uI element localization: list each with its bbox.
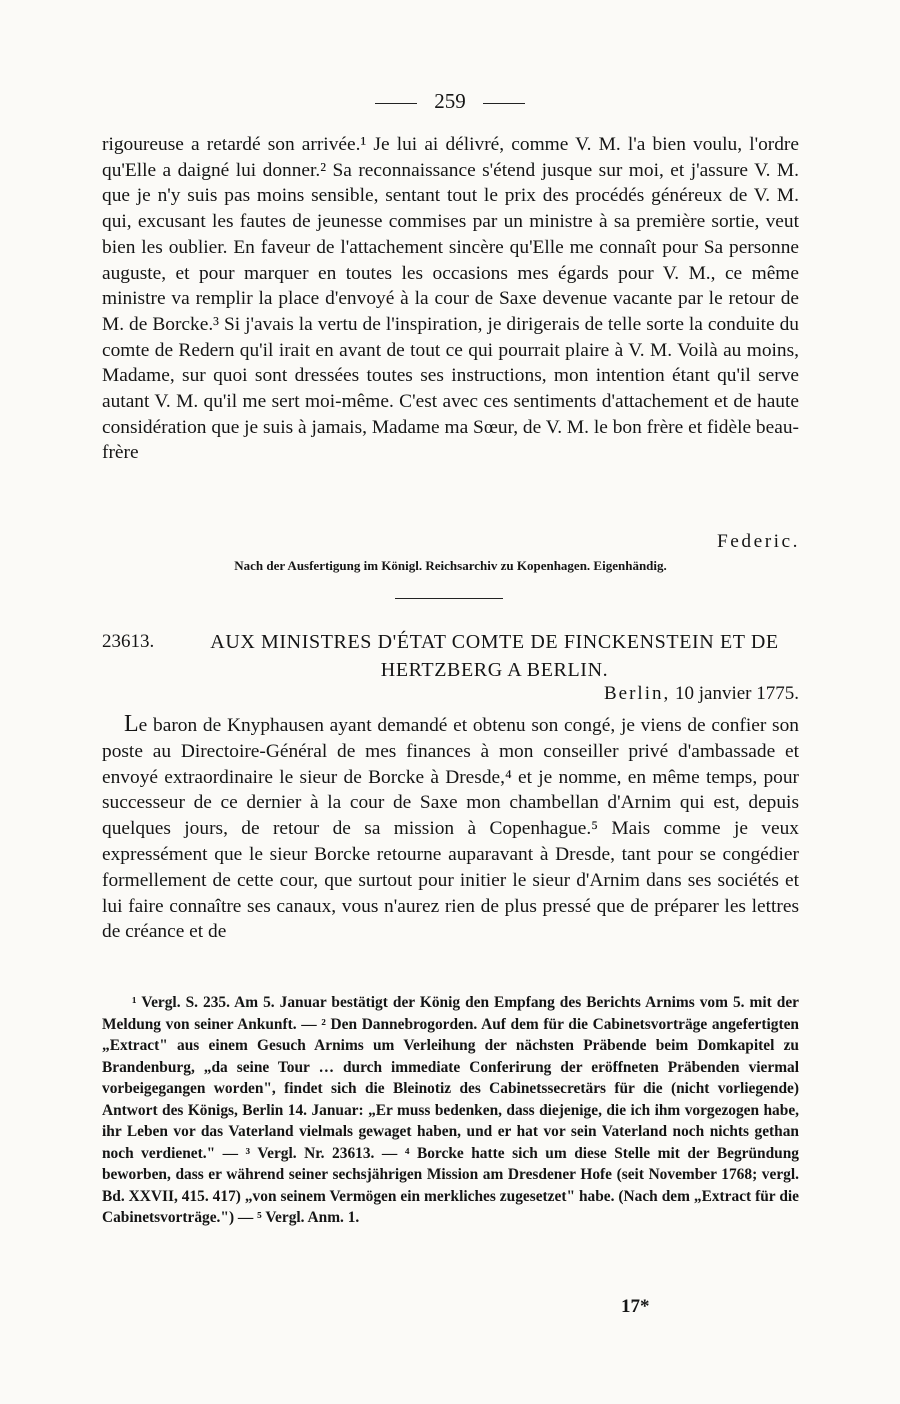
page-number: 259 [434, 89, 466, 113]
document-title: AUX MINISTRES D'ÉTAT COMTE DE FINCKENSTEIN ET DE HERTZBERG A BERLIN. [210, 631, 779, 681]
document-text: e baron de Knyphausen ayant demandé et obtenu son congé, je viens de confier son poste au Directoire-Général de mes finances à mon conseiller privé d'ambassade et envoyé extraordinaire le sieur de Borcke à Dresde,⁴ et je nomme, en même temps, pour successeur de ce dernier à la cour de Saxe mon chambellan d'Arnim qui est, depuis quelques jours, de retour de sa mission à Copenhague.⁵ Mais comme je veux expressément que le sieur Borcke retourne auparavant à Dresde, tant pour se congédier formellement de cette cour, que surtout pour initier le sieur d'Arnim dans ses sociétés et lui faire connaître ses canaux, vous n'aurez rien de plus pressé que de préparer les lettres de créance et de [102, 715, 799, 943]
printer-signature-mark: 17* [621, 1296, 650, 1317]
document-heading [102, 628, 799, 684]
letter-continuation [102, 132, 799, 466]
section-divider [395, 598, 503, 599]
footnotes [102, 992, 799, 1229]
document-place-date [604, 683, 799, 705]
running-header [0, 86, 900, 116]
document-body [102, 712, 799, 945]
letter-text: rigoureuse a retardé son arrivée.¹ Je lui ai délivré, comme V. M. l'a bien voulu, l'ordre qu'Elle a daigné lui donner.² Sa reconnaissance s'étend jusque sur moi, et j'assure V. M. que je n'y suis pas moins sensible, sentant tout le prix des procédés généreux de V. M. qui, excusant les fautes de jeunesse commises par un ministre à sa première sortie, veut bien les oublier. En faveur de l'attachement sincère qu'Elle me connaît pour Sa personne auguste, et pour marquer en toutes les occasions mes égards pour V. M., ce même ministre va remplir la place d'envoyé à la cour de Saxe devenue vacante par le retour de M. de Borcke.³ Si j'avais la vertu de l'inspiration, je dirigerais de telle sorte la conduite du comte de Redern qu'il irait en avant de tout ce qui pourrait plaire à V. M. Voilà au moins, Madame, sur quoi sont dressées toutes ses instructions, mon intention étant qu'il serve autant V. M. qu'il me sert moi-même. C'est avec ces sentiments d'attachement et de haute considération que je suis à jamais, Madame ma Sœur, de V. M. le bon frère et fidèle beau-frère [102, 134, 799, 464]
document-date: 10 janvier 1775. [674, 683, 799, 704]
dropcap-letter: L [124, 711, 139, 737]
document-place: Berlin, [603, 683, 671, 704]
letter-source-note: Nach der Ausfertigung im Königl. Reichsarchiv zu Kopenhagen. Eigenhändig. [234, 558, 667, 573]
header-dash-left [375, 103, 417, 104]
document-paragraph [102, 712, 799, 945]
header-dash-right [483, 103, 525, 104]
letter-signature: Federic. [717, 531, 800, 552]
footnotes-text: ¹ Vergl. S. 235. Am 5. Januar bestätigt der König den Empfang des Berichts Arnims vom 5. mit der Meldung von seiner Ankunft. — ² Den Dannebrogorden. Auf dem für die Cabinetsvorträge angefertigten „Extract" aus einem Gesuch Arnims um Verleihung der nächsten Präbende beim Domkapitel zu Brandenburg, „da seine Tour … durch immediate Conferirung der eröffneten Präbenden viermal vorbeigegangen worden", findet sich die Bleinotiz des Cabinetssecretärs für die (nicht vorliegende) Antwort des Königs, Berlin 14. Januar: „Er muss bedenken, dass diejenige, die ich ihm vorgezogen habe, ihr Leben vor das Vaterland vielmals gewaget haben, und er hat vor sein Vaterland noch nichts gethan noch verdienet." — ³ Vergl. Nr. 23613. — ⁴ Borcke hatte sich um diese Stelle mit der Begründung beworben, dass er während seiner sechsjährigen Mission am Dresdener Hofe (seit November 1768; vergl. Bd. XXVII, 415. 417) „von seinem Vermögen ein merkliches zugesetzet" habe. (Nach dem „Extract für die Cabinetsvorträge.") — ⁵ Vergl. Anm. 1. [102, 994, 799, 1226]
document-number: 23613. [102, 631, 155, 652]
